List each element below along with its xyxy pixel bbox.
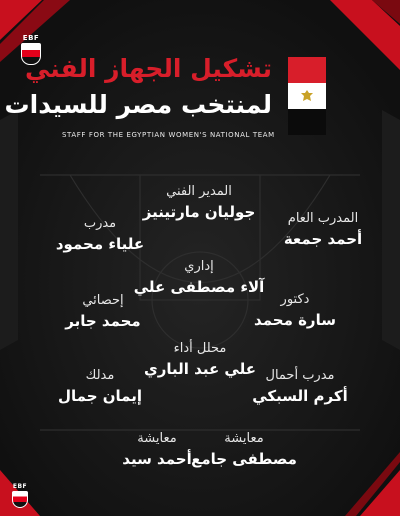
staff-role: محلل أداء: [173, 341, 227, 356]
staff-masseur: [58, 367, 142, 407]
eagle-icon: [300, 89, 314, 103]
staff-strength-coach: [252, 367, 347, 407]
english-tagline: STAFF FOR THE EGYPTIAN WOMEN'S NATIONAL TEAM: [62, 131, 275, 139]
page-title: تشكيل الجهاز الفني: [25, 54, 272, 83]
staff-name: جوليان مارتينيز: [142, 203, 256, 221]
staff-role: معايشة: [137, 431, 177, 446]
staff-name: آلاء مصطفى علي: [133, 278, 265, 296]
staff-performance-analyst: [144, 340, 256, 380]
staff-name: أكرم السبكي: [252, 387, 348, 405]
staff-role: إداري: [184, 259, 214, 274]
ebf-logo-bottom: [11, 483, 29, 509]
staff-role: إحصائي: [82, 293, 124, 308]
egypt-flag-icon: [288, 57, 326, 135]
staff-name: علي عبد الباري: [144, 360, 256, 378]
staff-role: معايشة: [224, 431, 264, 446]
staff-general-coach: [284, 210, 362, 250]
staff-name: أحمد جمعة: [283, 230, 363, 248]
staff-role: المدرب العام: [287, 211, 359, 226]
staff-role: دكتور: [280, 292, 310, 307]
staff-statistician: [65, 292, 140, 332]
staff-name: إيمان جمال: [57, 387, 143, 405]
staff-role: مدرب أحمال: [265, 368, 335, 383]
shield-icon: [12, 491, 28, 508]
page-subtitle: لمنتخب مصر للسيدات: [4, 90, 272, 119]
staff-role: المدير الفني: [166, 184, 232, 199]
staff-name: مصطفى جامع: [191, 450, 297, 468]
staff-doctor: [254, 291, 336, 331]
staff-administrator: [134, 258, 265, 298]
staff-role: مدرب: [83, 216, 117, 231]
logo-text-bottom: EBF: [12, 483, 28, 490]
staff-role: مدلك: [85, 368, 115, 383]
staff-observer-1: [191, 430, 297, 470]
staff-observer-2: [122, 430, 191, 470]
logo-text: EBF: [22, 34, 40, 42]
staff-head-coach: [143, 183, 256, 223]
staff-name: علياء محمود: [55, 235, 145, 253]
staff-name: أحمد سيد: [122, 450, 192, 468]
staff-name: سارة محمد: [254, 311, 336, 329]
staff-coach: [56, 215, 144, 255]
staff-name: محمد جابر: [65, 312, 141, 330]
